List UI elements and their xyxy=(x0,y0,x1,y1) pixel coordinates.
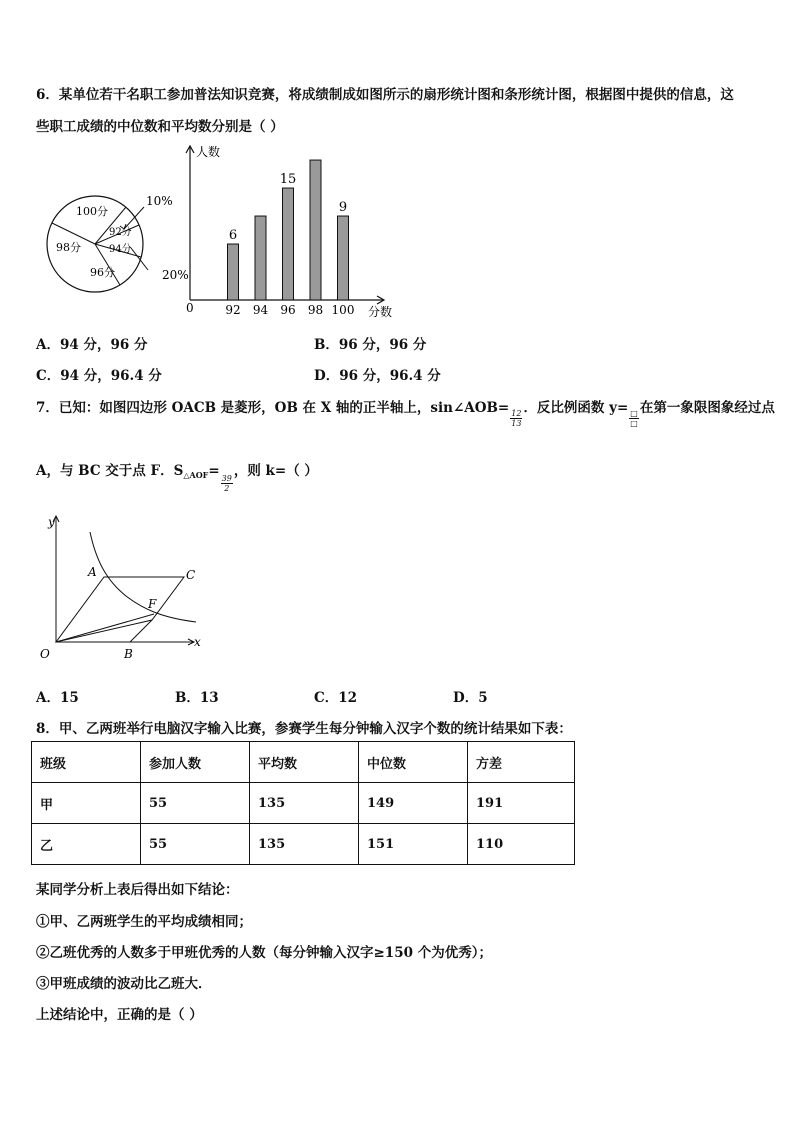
segment-b-down xyxy=(130,620,152,642)
q6-stem-line1: 6．某单位若干名职工参加普法知识竞赛，将成绩制成如图所示的扇形统计图和条形统计图，根据图中提供的信息，这 xyxy=(36,87,734,103)
q6-option-c[interactable]: C．94 分，96.4 分 xyxy=(36,368,162,384)
bar-96 xyxy=(283,188,294,300)
q7-frac-area-den: 2 xyxy=(224,484,230,493)
q6-stem-line2: 些职工成绩的中位数和平均数分别是（ ） xyxy=(36,119,284,135)
q7-option-c[interactable]: C．12 xyxy=(314,690,358,706)
q7-text-2a: A，与 BC 交于点 F．S xyxy=(36,463,184,479)
table-header-cell: 中位数 xyxy=(359,742,468,783)
q7-frac-sin-num: 12 xyxy=(511,409,522,418)
bar-data-label: 6 xyxy=(228,228,238,244)
bar-data-label: 9 xyxy=(338,200,348,216)
x-tick-label: 94 xyxy=(252,303,269,317)
q7-frac-area-num: 39 xyxy=(221,474,232,483)
table-header-cell: 方差 xyxy=(468,742,575,783)
bar-98 xyxy=(310,160,321,300)
fig-label-f: F xyxy=(148,597,157,611)
q7-text-1b: ．反比例函数 y= xyxy=(523,400,629,416)
table-cell: 191 xyxy=(468,783,575,824)
q7-option-b[interactable]: B．13 xyxy=(175,690,219,706)
pie-label-100: 100分 xyxy=(76,205,108,218)
table-cell: 甲 xyxy=(32,783,141,824)
x-tick-label: 100 xyxy=(331,303,355,317)
q8-analysis-intro: 某同学分析上表后得出如下结论： xyxy=(36,882,239,898)
q7-frac-sin xyxy=(510,409,522,428)
table-row xyxy=(32,783,575,824)
pie-label-92: 92分 xyxy=(109,227,132,238)
table-cell: 55 xyxy=(141,783,250,824)
q6-pie-chart xyxy=(38,185,198,300)
table-cell: 110 xyxy=(468,824,575,865)
pie-pct-10: 10% xyxy=(146,194,173,208)
x-axis-label: 分数 xyxy=(368,305,393,319)
table-header-cell: 平均数 xyxy=(250,742,359,783)
q6-option-d[interactable]: D．96 分，96.4 分 xyxy=(314,368,441,384)
fig-label-c: C xyxy=(186,568,196,582)
bar-94 xyxy=(255,216,266,300)
q7-option-d[interactable]: D．5 xyxy=(453,690,488,706)
table-cell: 135 xyxy=(250,783,359,824)
q6-bar-chart xyxy=(178,140,398,320)
fig-label-y: y xyxy=(48,515,55,529)
fig-label-a: A xyxy=(88,565,97,579)
table-cell: 135 xyxy=(250,824,359,865)
q8-conclusion-1: ①甲、乙两班学生的平均成绩相同； xyxy=(36,914,252,930)
q7-stem-line1 xyxy=(36,396,775,428)
table-header-cell: 班级 xyxy=(32,742,141,783)
q8-stem: 8．甲、乙两班举行电脑汉字输入比赛，参赛学生每分钟输入汉字个数的统计结果如下表： xyxy=(36,721,572,737)
pie-pct-20: 20% xyxy=(162,268,189,282)
table-cell: 149 xyxy=(359,783,468,824)
q7-triangle-sub: △AOF xyxy=(183,470,209,480)
table-header-row xyxy=(32,742,575,783)
q8-question: 上述结论中，正确的是（ ） xyxy=(36,1007,203,1023)
q7-frac-k-num: □ xyxy=(630,409,638,418)
q7-option-a[interactable]: A．15 xyxy=(36,690,79,706)
q6-option-b[interactable]: B．96 分，96 分 xyxy=(314,337,427,353)
origin-label: 0 xyxy=(186,301,194,315)
q7-stem-line2 xyxy=(36,459,318,493)
table-cell: 151 xyxy=(359,824,468,865)
fig-label-x: x xyxy=(194,635,201,649)
x-tick-label: 98 xyxy=(307,303,324,317)
q7-text-2b: = xyxy=(208,463,220,479)
bar-100 xyxy=(338,216,349,300)
q7-frac-area xyxy=(221,474,233,493)
rhombus-oacb xyxy=(56,577,184,642)
fig-label-o: O xyxy=(40,647,50,661)
q6-option-a[interactable]: A．94 分，96 分 xyxy=(36,337,148,353)
x-tick-label: 92 xyxy=(225,303,241,317)
q7-frac-sin-den: 13 xyxy=(511,419,522,428)
fig-label-b: B xyxy=(124,647,133,661)
q7-text-2c: ，则 k=（ ） xyxy=(233,463,318,479)
bar-data-label: 15 xyxy=(279,172,297,188)
table-cell: 55 xyxy=(141,824,250,865)
pie-label-96: 96分 xyxy=(90,266,115,279)
table-row xyxy=(32,824,575,865)
q7-frac-k xyxy=(629,409,639,428)
table-header-cell: 参加人数 xyxy=(141,742,250,783)
q7-geometry-figure xyxy=(34,510,209,670)
q8-conclusion-2: ②乙班优秀的人数多于甲班优秀的人数（每分钟输入汉字≥150 个为优秀）； xyxy=(36,945,492,961)
y-axis-label: 人数 xyxy=(196,145,221,159)
q7-text-1a: 7．已知：如图四边形 OACB 是菱形，OB 在 X 轴的正半轴上，sin∠AOB= xyxy=(36,400,510,416)
bar-92 xyxy=(228,244,239,300)
pie-label-94: 94分 xyxy=(109,244,132,255)
q7-text-1c: 在第一象限图象经过点 xyxy=(639,400,775,416)
segment-of xyxy=(56,614,154,642)
q8-stats-table xyxy=(31,741,575,865)
x-tick-label: 96 xyxy=(280,303,296,317)
pie-label-98: 98分 xyxy=(56,241,81,254)
q7-frac-k-den: □ xyxy=(630,419,638,428)
q8-conclusion-3: ③甲班成绩的波动比乙班大． xyxy=(36,976,212,992)
table-cell: 乙 xyxy=(32,824,141,865)
